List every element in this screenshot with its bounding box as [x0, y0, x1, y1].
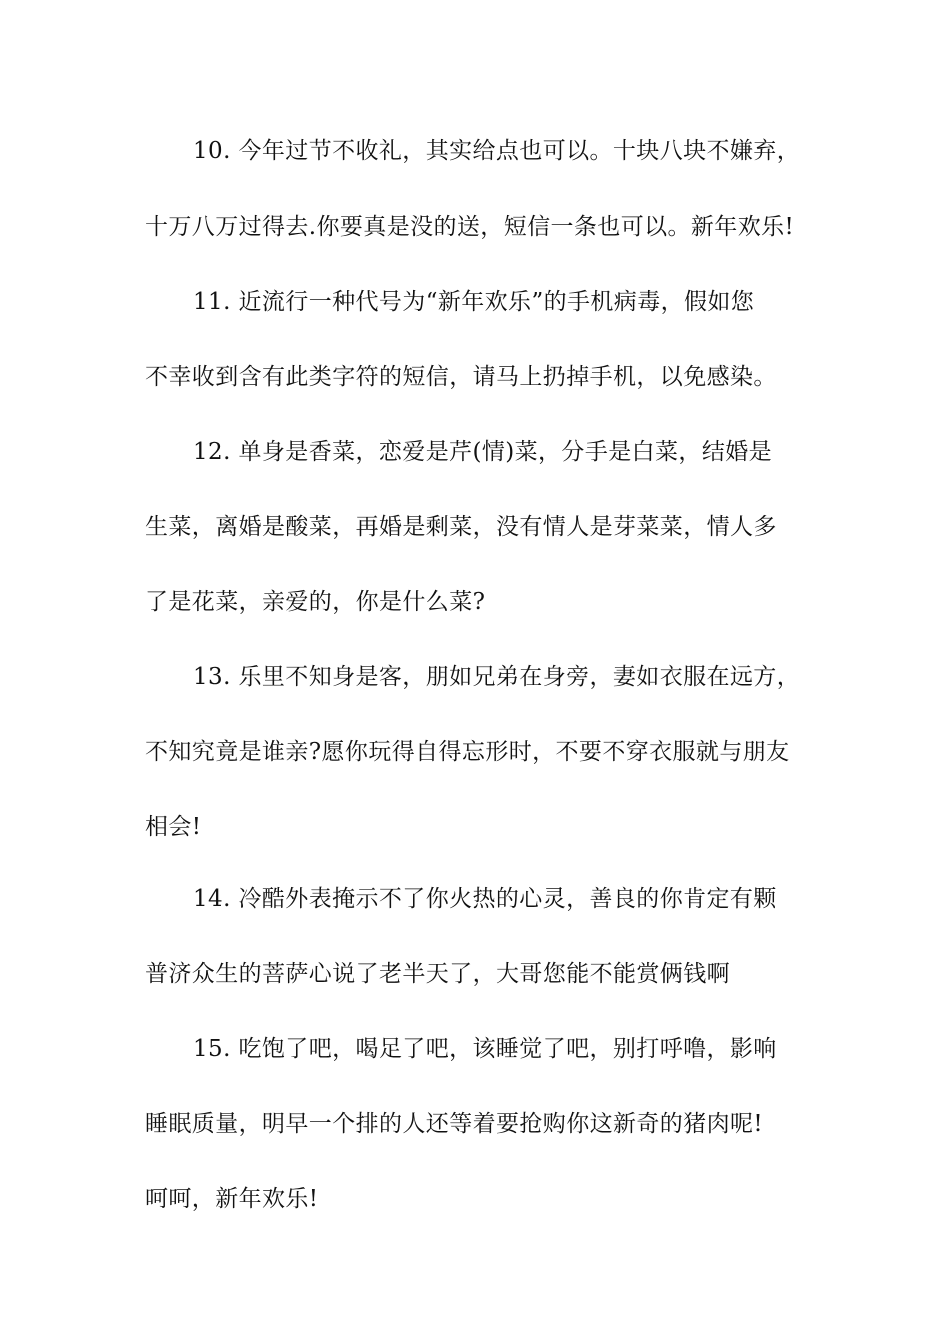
item-14-line-2: 普济众生的菩萨心说了老半天了，大哥您能不能赏俩钱啊	[145, 961, 730, 987]
item-13-line-1: 13. 乐里不知身是客，朋如兄弟在身旁，妻如衣服在远方，	[193, 664, 801, 690]
item-15-line-1: 15. 吃饱了吧，喝足了吧，该睡觉了吧，别打呼噜，影响	[193, 1036, 777, 1062]
item-12-line-2: 生菜，离婚是酸菜，再婚是剩菜，没有情人是芽菜菜，情人多	[145, 514, 777, 540]
item-13-line-2: 不知究竟是谁亲?愿你玩得自得忘形时，不要不穿衣服就与朋友	[145, 739, 790, 765]
item-11-line-2: 不幸收到含有此类字符的短信，请马上扔掉手机，以免感染。	[145, 364, 777, 390]
item-11-line-1: 11. 近流行一种代号为“新年欢乐”的手机病毒，假如您	[193, 289, 755, 315]
item-10-line-1: 10. 今年过节不收礼，其实给点也可以。十块八块不嫌弃，	[193, 138, 801, 164]
item-15-line-2: 睡眠质量，明早一个排的人还等着要抢购你这新奇的猪肉呢!	[145, 1111, 764, 1137]
item-14-line-1: 14. 冷酷外表掩示不了你火热的心灵，善良的你肯定有颗	[193, 886, 777, 912]
item-12-line-3: 了是花菜，亲爱的，你是什么菜?	[145, 589, 486, 615]
item-12-line-1: 12. 单身是香菜，恋爱是芹(情)菜，分手是白菜，结婚是	[193, 439, 773, 465]
item-15-line-3: 呵呵，新年欢乐!	[145, 1186, 319, 1212]
item-10-line-2: 十万八万过得去.你要真是没的送，短信一条也可以。新年欢乐!	[145, 214, 795, 240]
item-13-line-3: 相会!	[145, 814, 202, 840]
